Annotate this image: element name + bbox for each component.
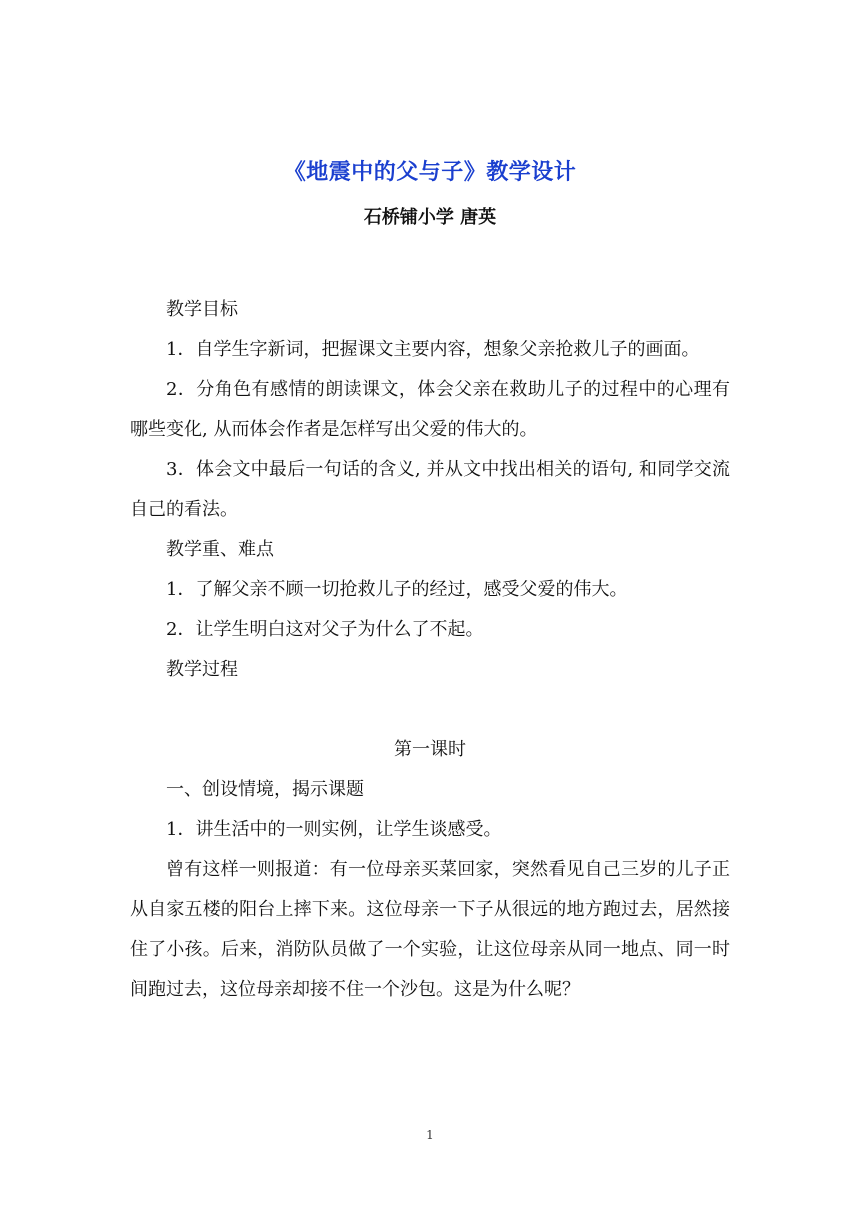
objective-item: 2．分角色有感情的朗读课文，体会父亲在救助儿子的过程中的心理有哪些变化, 从而体会作者是怎样写出父爱的伟大的。 <box>130 379 730 440</box>
document-title: 《地震中的父与子》教学设计 <box>283 160 577 185</box>
page-number: 1 <box>426 1128 434 1142</box>
document-author: 石桥铺小学 唐英 <box>363 207 497 228</box>
key-point-item: 2．让学生明白这对父子为什么了不起。 <box>166 619 484 640</box>
heading-key-points: 教学重、难点 <box>166 539 274 560</box>
document-body <box>130 290 730 1010</box>
key-point-item: 1．了解父亲不顾一切抢救儿子的经过，感受父爱的伟大。 <box>166 579 628 600</box>
heading-process: 教学过程 <box>166 659 238 680</box>
section-paragraph: 1．讲生活中的一则实例，让学生谈感受。 <box>166 819 502 840</box>
objective-item: 3．体会文中最后一句话的含义, 并从文中找出相关的语句, 和同学交流自己的看法。 <box>130 459 730 520</box>
heading-objectives: 教学目标 <box>166 299 238 320</box>
section-heading: 第一课时 <box>394 739 466 760</box>
objective-item: 1．自学生字新词，把握课文主要内容，想象父亲抢救儿子的画面。 <box>166 339 700 360</box>
section-subheading: 一、创设情境，揭示课题 <box>166 779 364 800</box>
section-paragraph: 曾有这样一则报道：有一位母亲买菜回家，突然看见自己三岁的儿子正从自家五楼的阳台上摔下来。这位母亲一下子从很远的地方跑过去，居然接住了小孩。后来，消防队员做了一个实验，让这位母亲从同一地点、同一时间跑过去，这位母亲却接不住一个沙包。这是为什么呢？ <box>130 859 730 1000</box>
spacer <box>130 690 730 730</box>
